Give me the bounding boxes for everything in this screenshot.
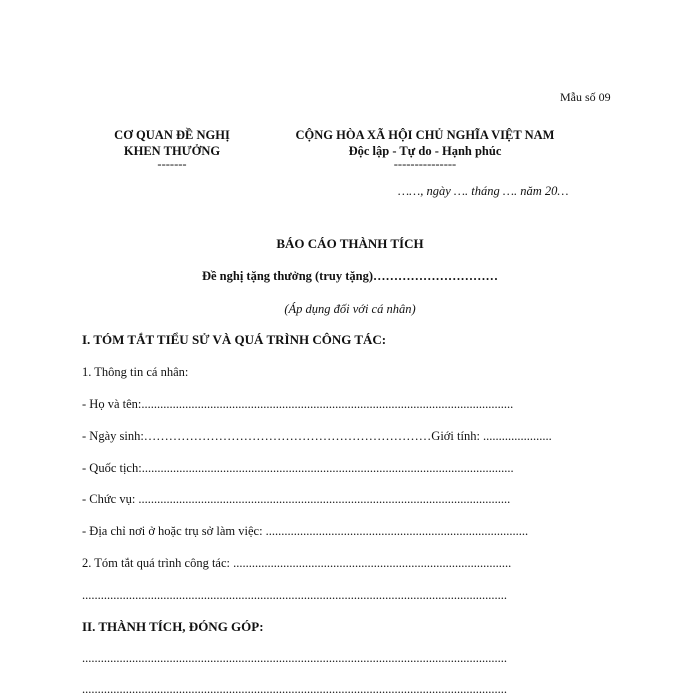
personal-info-heading: 1. Thông tin cá nhân:: [82, 365, 189, 379]
address-field: - Địa chỉ nơi ở hoặc trụ sở làm việc: ....................................................................................: [82, 524, 529, 538]
section1-heading: I. TÓM TẮT TIỂU SỬ VÀ QUÁ TRÌNH CÔNG TÁC:: [82, 332, 387, 347]
form-number: Mẫu số 09: [560, 90, 611, 104]
agency-header: [92, 128, 252, 169]
national-rule: ---------------: [393, 157, 457, 171]
nationality-field: - Quốc tịch:.......................................................................................................................: [82, 461, 514, 475]
national-header: [270, 128, 580, 169]
work-history-blank-line: ........................................................................................................................................: [82, 588, 507, 602]
achievements-blank-line-2: ........................................................................................................................................: [82, 682, 507, 696]
agency-rule: -------: [157, 157, 187, 171]
report-title: BÁO CÁO THÀNH TÍCH: [276, 236, 424, 251]
date-line: ……, ngày …. tháng …. năm 20…: [398, 184, 569, 198]
national-motto: Độc lập - Tự do - Hạnh phúc: [348, 144, 502, 158]
dob-gender-field: - Ngày sinh:……………………………………………………………Giới tính: ......................: [82, 429, 552, 443]
national-title: CỘNG HÒA XÃ HỘI CHỦ NGHĨA VIỆT NAM: [295, 128, 555, 142]
name-field: - Họ và tên:.......................................................................................................................: [82, 397, 514, 411]
position-field: - Chức vụ: .......................................................................................................................: [82, 492, 511, 506]
agency-name-line2: KHEN THƯỞNG: [123, 144, 221, 158]
agency-name-line1: CƠ QUAN ĐỀ NGHỊ: [114, 128, 230, 142]
applies-to: (Áp dụng đối với cá nhân): [284, 302, 416, 316]
section2-heading: II. THÀNH TÍCH, ĐÓNG GÓP:: [82, 619, 264, 634]
work-history-heading: 2. Tóm tắt quá trình công tác: .........................................................................................: [82, 556, 512, 570]
achievements-blank-line-1: ........................................................................................................................................: [82, 651, 507, 665]
report-subtitle: Đề nghị tặng thưởng (truy tặng)…………………………: [201, 269, 499, 283]
